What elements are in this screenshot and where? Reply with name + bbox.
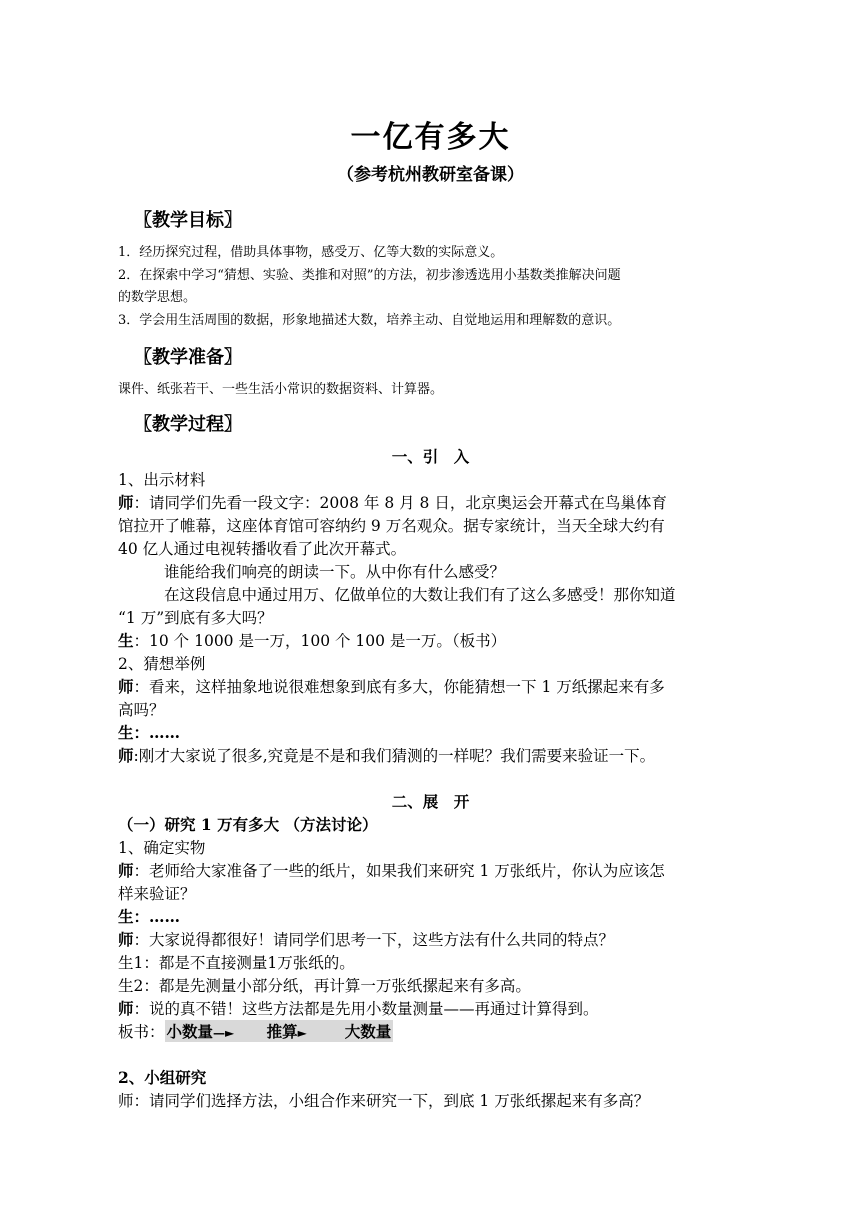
text-line: 生：…… xyxy=(118,907,181,926)
text-line xyxy=(118,491,743,513)
text-line: 2、猜想举例 xyxy=(118,655,206,673)
text-line xyxy=(118,629,743,651)
speaker-label: 师 xyxy=(118,930,134,949)
part1-heading: 一、引 入 xyxy=(391,447,470,466)
line-text: ：大家说得都很好！请同学们思考一下，这些方法有什么共同的特点？ xyxy=(133,931,615,949)
goals-heading: 〖教学目标〗 xyxy=(134,210,242,231)
page-subtitle: （参考杭州教研室备课） xyxy=(337,165,524,185)
line-text: ：老师给大家准备了一些的纸片，如果我们来研究 1 万张纸片，你认为应该怎 xyxy=(133,862,665,880)
goal-item: 3．学会用生活周围的数据，形象地描述大数，培养主动、自觉地运用和理解数的意识。 xyxy=(118,313,621,328)
prep-text: 课件、纸张若干、一些生活小常识的数据资料、计算器。 xyxy=(118,382,444,397)
text-line xyxy=(118,675,743,697)
board-label: 板书： xyxy=(118,1023,165,1041)
speaker-label: 师 xyxy=(118,677,134,696)
subsection-heading: 2、小组研究 xyxy=(118,1068,207,1087)
part2-heading: 二、展 开 xyxy=(391,792,470,811)
arrow-right-icon: —► xyxy=(213,1026,235,1040)
speaker-label: 师 xyxy=(118,861,134,880)
prep-heading: 〖教学准备〗 xyxy=(134,347,242,368)
text-line: 谁能给我们响亮的朗读一下。从中你有什么感受？ xyxy=(164,563,506,581)
text-line: 40 亿人通过电视转播收看了此次开幕式。 xyxy=(118,540,407,558)
page-title: 一亿有多大 xyxy=(350,120,511,155)
board-step: 推算 xyxy=(266,1022,298,1041)
subsection-heading: （一）研究 1 万有多大 （方法讨论） xyxy=(118,815,378,834)
board-step: 小数量 xyxy=(166,1022,214,1041)
speaker-label: 师 xyxy=(118,746,134,765)
text-line: 馆拉开了帷幕，这座体育馆可容纳约 9 万名观众。据专家统计，当天全球大约有 xyxy=(118,517,665,535)
text-line: 生：…… xyxy=(118,723,181,742)
text-line xyxy=(118,859,743,881)
line-text: :刚才大家说了很多,究竟是不是和我们猜测的一样呢？我们需要来验证一下。 xyxy=(133,747,656,765)
board-step: 大数量 xyxy=(344,1022,392,1041)
text-line: 在这段信息中通过用万、亿做单位的大数让我们有了这么多感受！那你知道 xyxy=(164,586,676,604)
board-line xyxy=(118,1020,743,1042)
text-line: 1、确定实物 xyxy=(118,839,206,857)
speaker-label: 师 xyxy=(118,493,134,512)
text-line: 高吗？ xyxy=(118,701,165,719)
text-line: 生1：都是不直接测量1万张纸的。 xyxy=(118,954,355,972)
goal-item: 2．在探索中学习“猜想、实验、类推和对照”的方法，初步渗透选用小基数类推解决问题 xyxy=(118,268,621,283)
board-flow xyxy=(165,1020,394,1042)
speaker-label: 生 xyxy=(118,631,134,650)
text-line xyxy=(118,744,743,766)
text-line: 师：请同学们选择方法，小组合作来研究一下，到底 1 万张纸摞起来有多高？ xyxy=(118,1092,650,1110)
line-text: ：请同学们先看一段文字：2008 年 8 月 8 日，北京奥运会开幕式在鸟巢体育 xyxy=(133,494,667,512)
text-line: 生2：都是先测量小部分纸，再计算一万张纸摞起来有多高。 xyxy=(118,977,531,995)
line-text: ：说的真不错！这些方法都是先用小数量测量——再通过计算得到。 xyxy=(133,1000,599,1018)
speaker-label: 师 xyxy=(118,999,134,1018)
arrow-right-icon: ► xyxy=(297,1026,307,1040)
line-text: ：10 个 1000 是一万，100 个 100 是一万。（板书） xyxy=(133,632,507,650)
text-line: “1 万”到底有多大吗？ xyxy=(118,609,273,627)
text-line: 样来验证？ xyxy=(118,885,196,903)
goal-item: 的数学思想。 xyxy=(118,290,197,305)
process-heading: 〖教学过程〗 xyxy=(134,414,242,435)
text-line xyxy=(118,997,743,1019)
line-text: ：看来，这样抽象地说很难想象到底有多大，你能猜想一下 1 万纸摞起来有多 xyxy=(133,678,665,696)
text-line xyxy=(118,928,743,950)
text-line: 1、出示材料 xyxy=(118,471,206,489)
goal-item: 1．经历探究过程，借助具体事物，感受万、亿等大数的实际意义。 xyxy=(118,245,504,260)
